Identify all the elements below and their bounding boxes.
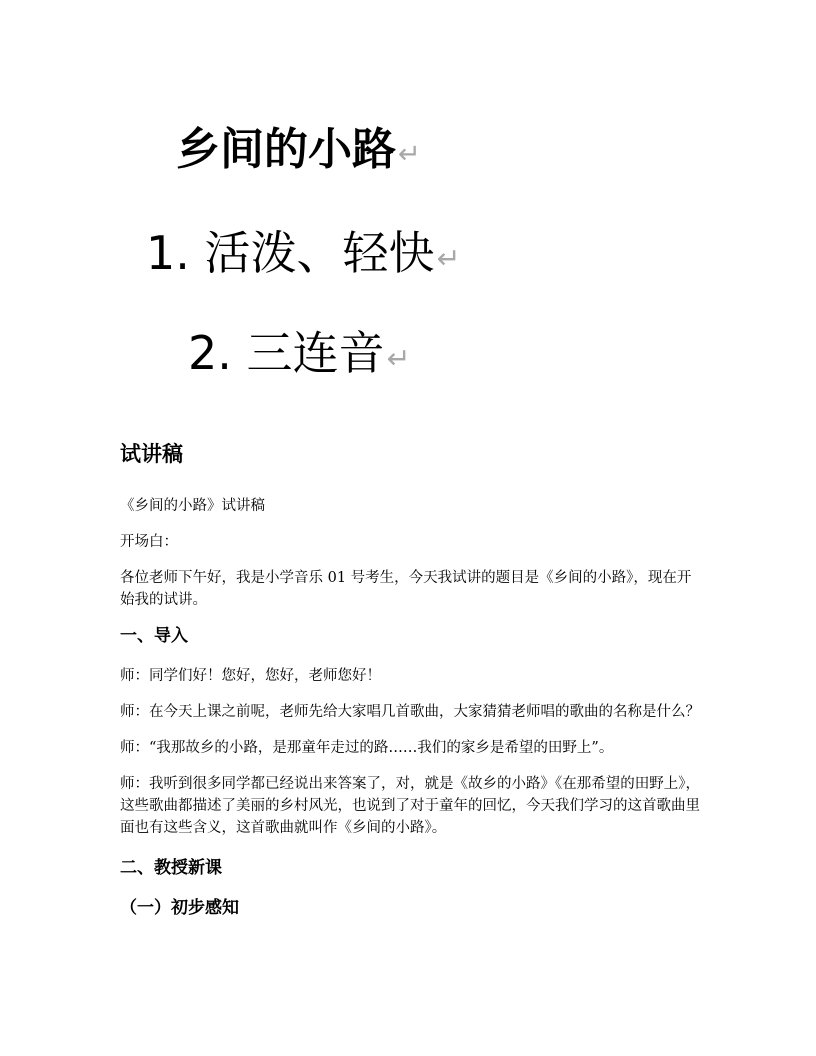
doc-title-line: 《乡间的小路》试讲稿 (120, 498, 265, 515)
subsection-title: （一）初步感知 (120, 898, 239, 919)
section-1-paragraph: 师：“我那故乡的小路，是那童年走过的路……我们的家乡是希望的田野上”。 (120, 740, 614, 757)
section-2-title: 二、教授新课 (120, 858, 222, 879)
document-body (120, 440, 700, 920)
slide-title (176, 124, 421, 175)
slide-item-1-text: 1. 活泼、轻快 (146, 226, 435, 280)
return-mark-icon: ↵ (386, 341, 411, 375)
return-mark-icon: ↵ (398, 138, 421, 170)
slide-item-2 (188, 326, 411, 380)
slide-item-1 (146, 226, 461, 280)
section-1-paragraph: 师：在今天上课之前呢，老师先给大家唱几首歌曲，大家猜猜老师唱的歌曲的名称是什么？ (120, 704, 700, 721)
return-mark-icon: ↵ (436, 241, 461, 275)
section-1-paragraph: 师：同学们好！您好，您好，老师您好！ (120, 668, 381, 685)
opening-paragraph: 各位老师下午好，我是小学音乐 01 号考生，今天我试讲的题目是《乡间的小路》，现在开始我的试讲。 (120, 570, 692, 609)
slide-title-text: 乡间的小路 (176, 124, 396, 175)
section-1-title: 一、导入 (120, 626, 188, 647)
section-1-paragraph: 师：我听到很多同学都已经说出来答案了，对，就是《故乡的小路》《在那希望的田野上》，这些歌曲都描述了美丽的乡村风光，也说到了对于童年的回忆，今天我们学习的这首歌曲里面也有这些含义，这首歌曲就叫作《乡间的小路》。 (120, 776, 700, 837)
slide-item-2-text: 2. 三连音 (188, 326, 385, 380)
document-heading: 试讲稿 (120, 441, 183, 466)
opening-label: 开场白： (120, 534, 178, 551)
